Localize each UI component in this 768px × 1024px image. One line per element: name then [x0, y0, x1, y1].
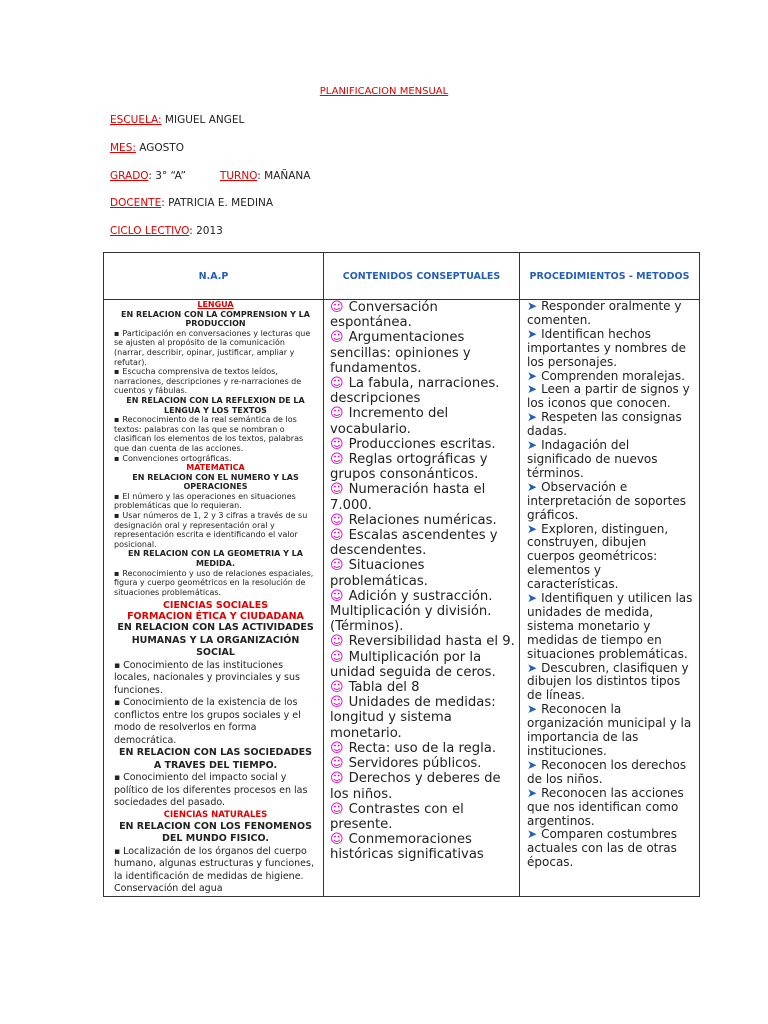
- arrow-right-icon: ➤: [527, 410, 538, 425]
- list-item-text: Leen a partir de signos y los iconos que conocen.: [527, 382, 690, 411]
- arrow-right-icon: ➤: [527, 591, 538, 606]
- list-item: [527, 828, 694, 870]
- nap-bullet: ▪ Usar números de 1, 2 y 3 cifras a través de su designación oral y representación oral y representación escrita e identificando el valor posicional.: [114, 511, 317, 549]
- list-item: [527, 787, 694, 829]
- turno-label: TURNO: [219, 170, 258, 182]
- smiley-icon: ☺: [330, 771, 344, 787]
- smiley-icon: ☺: [330, 740, 344, 756]
- arrow-right-icon: ➤: [527, 702, 538, 717]
- ciclo-line: [110, 225, 223, 237]
- list-item: [330, 330, 515, 376]
- lengua-heading: LENGUA: [197, 300, 234, 309]
- list-item: [330, 802, 515, 832]
- smiley-icon: ☺: [330, 695, 344, 711]
- header-contenidos: CONTENIDOS CONSEPTUALES: [324, 253, 520, 300]
- sociales-heading: CIENCIAS SOCIALES: [162, 600, 269, 612]
- list-item-text: Conversación espontánea.: [330, 300, 438, 331]
- smiley-icon: ☺: [330, 588, 344, 604]
- mes-line: [110, 142, 184, 154]
- list-item-text: La fabula, narraciones. descripciones: [330, 376, 500, 407]
- smiley-icon: ☺: [330, 649, 344, 665]
- arrow-right-icon: ➤: [527, 368, 538, 383]
- docente-value: : PATRICIA E. MEDINA: [161, 197, 274, 209]
- ciclo-label: CICLO LECTIVO: [110, 225, 190, 237]
- arrow-right-icon: ➤: [527, 382, 538, 397]
- nap-bullet: ▪ Reconocimiento de la real semántica de los textos: palabras con las que se nombran o clasifican los elementos de los textos, palabras que dan cuenta de las acciones.: [114, 415, 317, 453]
- list-item-text: Identifiquen y utilicen las unidades de medida, sistema monetario y medidas de tiempo en situaciones problemáticas.: [527, 591, 693, 661]
- matematica-subheading-2: EN RELACION CON LA GEOMETRIA Y LA MEDIDA.: [128, 549, 303, 569]
- list-item-text: Contrastes con el presente.: [330, 801, 464, 832]
- arrow-right-icon: ➤: [527, 521, 538, 536]
- list-item: [330, 437, 515, 452]
- list-item-text: Situaciones problemáticas.: [330, 558, 428, 589]
- list-item: [330, 771, 515, 801]
- list-item-text: Adición y sustracción. Multiplicación y división. (Términos).: [330, 588, 493, 635]
- planning-table: [103, 252, 700, 897]
- formacion-heading: FORMACION ÉTICA Y CIUDADANA: [127, 611, 304, 623]
- arrow-right-icon: ➤: [527, 326, 538, 341]
- smiley-icon: ☺: [330, 300, 344, 315]
- nap-bullet: ▪ Localización de los órganos del cuerpo humano, algunas estructuras y funciones, la identificación de medidas de higiene. Conservación del agua: [114, 846, 317, 896]
- list-item-text: Comprenden moralejas.: [541, 368, 685, 383]
- list-item-text: Servidores públicos.: [348, 756, 482, 772]
- list-item-text: Numeración hasta el 7.000.: [330, 482, 486, 513]
- smiley-icon: ☺: [330, 680, 344, 696]
- smiley-icon: ☺: [330, 482, 344, 498]
- list-item: [527, 662, 694, 704]
- smiley-icon: ☺: [330, 832, 344, 848]
- list-item: [527, 370, 694, 384]
- list-item-text: Respeten las consignas dadas.: [527, 410, 682, 439]
- procedimientos-list: [527, 300, 694, 870]
- list-item: [330, 650, 515, 680]
- escuela-value: MIGUEL ANGEL: [161, 114, 245, 126]
- list-item-text: Comparen costumbres actuales con las de otras épocas.: [527, 827, 678, 870]
- list-item-text: Observación e interpretación de soportes gráficos.: [527, 479, 687, 522]
- list-item: [330, 513, 515, 528]
- list-item: [330, 741, 515, 756]
- smiley-icon: ☺: [330, 436, 344, 452]
- contenidos-cell: [324, 300, 520, 897]
- list-item: [330, 376, 515, 406]
- table-body-row: [104, 300, 700, 897]
- smiley-icon: ☺: [330, 406, 344, 422]
- mes-label: MES:: [110, 142, 136, 154]
- list-item-text: Argumentaciones sencillas: opiniones y fundamentos.: [330, 330, 471, 376]
- grado-value: : 3° “A”: [148, 170, 186, 182]
- list-item: [527, 703, 694, 759]
- list-item-text: Producciones escritas.: [348, 436, 496, 452]
- list-item: [330, 452, 515, 482]
- list-item-text: Multiplicación por la unidad seguida de ceros.: [330, 649, 496, 680]
- nap-bullet: ▪ Conocimiento de la existencia de los conflictos entre los grupos sociales y el modo de resolverlos en forma democrática.: [114, 697, 317, 747]
- list-item-text: Unidades de medidas: longitud y sistema monetario.: [330, 695, 496, 741]
- list-item-text: Escalas ascendentes y descendentes.: [330, 528, 498, 559]
- arrow-right-icon: ➤: [527, 827, 538, 842]
- header-nap: N.A.P: [104, 253, 324, 300]
- list-item: [527, 383, 694, 411]
- list-item: [330, 756, 515, 771]
- list-item: [527, 411, 694, 439]
- docente-line: [110, 197, 273, 209]
- header-procedimientos: PROCEDIMIENTOS - METODOS: [520, 253, 700, 300]
- list-item-text: Reversibilidad hasta el 9.: [348, 634, 515, 650]
- sociales-subheading-2: EN RELACION CON LAS SOCIEDADES A TRAVES DEL TIEMPO.: [118, 747, 313, 771]
- list-item: [330, 406, 515, 436]
- smiley-icon: ☺: [330, 756, 344, 772]
- list-item: [330, 558, 515, 588]
- list-item: [527, 300, 694, 328]
- smiley-icon: ☺: [330, 452, 344, 468]
- list-item-text: Reconocen la organización municipal y la importancia de las instituciones.: [527, 702, 692, 758]
- list-item-text: Tabla del 8: [348, 680, 420, 696]
- nap-bullet: ▪ Conocimiento del impacto social y político de los diferentes procesos en las sociedades del pasado.: [114, 772, 317, 810]
- nap-bullet: ▪ Convenciones ortográficas.: [114, 454, 317, 464]
- nap-bullet: ▪ Conocimiento de las instituciones locales, nacionales y provinciales y sus funciones.: [114, 660, 317, 698]
- smiley-icon: ☺: [330, 330, 344, 346]
- list-item-text: Recta: uso de la regla.: [348, 740, 497, 756]
- turno-value: : MAÑANA: [257, 170, 311, 182]
- contenidos-list: [330, 300, 515, 863]
- list-item-text: Relaciones numéricas.: [348, 512, 497, 528]
- list-item-text: Reconocen los derechos de los niños.: [527, 757, 687, 786]
- arrow-right-icon: ➤: [527, 757, 538, 772]
- smiley-icon: ☺: [330, 801, 344, 817]
- list-item-text: Identifican hechos importantes y nombres de los personajes.: [527, 326, 687, 369]
- smiley-icon: ☺: [330, 558, 344, 574]
- arrow-right-icon: ➤: [527, 479, 538, 494]
- list-item: [527, 328, 694, 370]
- nap-bullet: ▪ El número y las operaciones en situaciones problemáticas que lo requieran.: [114, 492, 317, 511]
- nap-bullet: ▪ Reconocimiento y uso de relaciones espaciales, figura y cuerpo geométricos en la resolución de situaciones problemáticas.: [114, 569, 317, 598]
- list-item-text: Exploren, distinguen, construyen, dibujen cuerpos geométricos: elementos y características.: [527, 521, 669, 592]
- escuela-line: [110, 114, 244, 126]
- nap-bullet: ▪ Escucha comprensiva de textos leídos, narraciones, descripciones y re-narraciones de cuentos y fábulas.: [114, 367, 317, 396]
- list-item: [527, 439, 694, 481]
- arrow-right-icon: ➤: [527, 438, 538, 453]
- nap-cell: [104, 300, 324, 897]
- sociales-subheading-1: EN RELACION CON LAS ACTIVIDADES HUMANAS Y LA ORGANIZACIÓN SOCIAL: [117, 622, 314, 659]
- arrow-right-icon: ➤: [527, 299, 538, 313]
- lengua-subheading-1: EN RELACION CON LA COMPRENSION Y LA PRODUCCION: [121, 309, 310, 329]
- smiley-icon: ☺: [330, 376, 344, 392]
- list-item-text: Responder oralmente y comenten.: [527, 299, 682, 327]
- list-item: [330, 695, 515, 741]
- ciclo-value: : 2013: [189, 225, 223, 237]
- table-header-row: [104, 253, 700, 300]
- list-item: [527, 759, 694, 787]
- procedimientos-cell: [520, 300, 700, 897]
- list-item-text: Reconocen las acciones que nos identifican como argentinos.: [527, 785, 684, 828]
- list-item: [527, 523, 694, 593]
- list-item: [527, 592, 694, 662]
- list-item: [330, 528, 515, 558]
- list-item-text: Incremento del vocabulario.: [330, 406, 449, 437]
- arrow-right-icon: ➤: [527, 785, 538, 800]
- list-item: [527, 481, 694, 523]
- grado-turno-line: [110, 170, 310, 182]
- smiley-icon: ☺: [330, 512, 344, 528]
- list-item: [330, 832, 515, 862]
- arrow-right-icon: ➤: [527, 660, 538, 675]
- docente-label: DOCENTE: [110, 197, 162, 209]
- page-title: PLANIFICACION MENSUAL: [319, 86, 449, 97]
- grado-label: GRADO: [110, 170, 149, 182]
- list-item: [330, 634, 515, 649]
- smiley-icon: ☺: [330, 634, 344, 650]
- lengua-subheading-2: EN RELACION CON LA REFLEXION DE LA LENGUA Y LOS TEXTOS: [126, 395, 305, 415]
- list-item-text: Indagación del significado de nuevos términos.: [527, 438, 658, 480]
- list-item-text: Derechos y deberes de los niños.: [330, 771, 501, 802]
- escuela-label: ESCUELA:: [110, 114, 162, 126]
- matematica-subheading-1: EN RELACION CON EL NUMERO Y LAS OPERACIONES: [132, 472, 299, 492]
- list-item-text: Descubren, clasifiquen y dibujen los distintos tipos de líneas.: [527, 660, 689, 703]
- list-item: [330, 589, 515, 635]
- nap-bullet: ▪ Participación en conversaciones y lecturas que se ajusten al propósito de la comunicación (narrar, describir, opinar, justificar, ampliar y refutar).: [114, 329, 317, 367]
- list-item-text: Reglas ortográficas y grupos consonánticos.: [330, 452, 488, 483]
- naturales-subheading-1: EN RELACION CON LOS FENOMENOS DEL MUNDO FISICO.: [119, 820, 312, 845]
- list-item-text: Conmemoraciones históricas significativas: [330, 832, 484, 863]
- mes-value: AGOSTO: [135, 142, 184, 154]
- list-item: [330, 680, 515, 695]
- list-item: [330, 300, 515, 330]
- naturales-heading: CIENCIAS NATURALES: [163, 809, 268, 820]
- list-item: [330, 482, 515, 512]
- smiley-icon: ☺: [330, 528, 344, 544]
- matematica-heading: MATEMATICA: [186, 463, 245, 473]
